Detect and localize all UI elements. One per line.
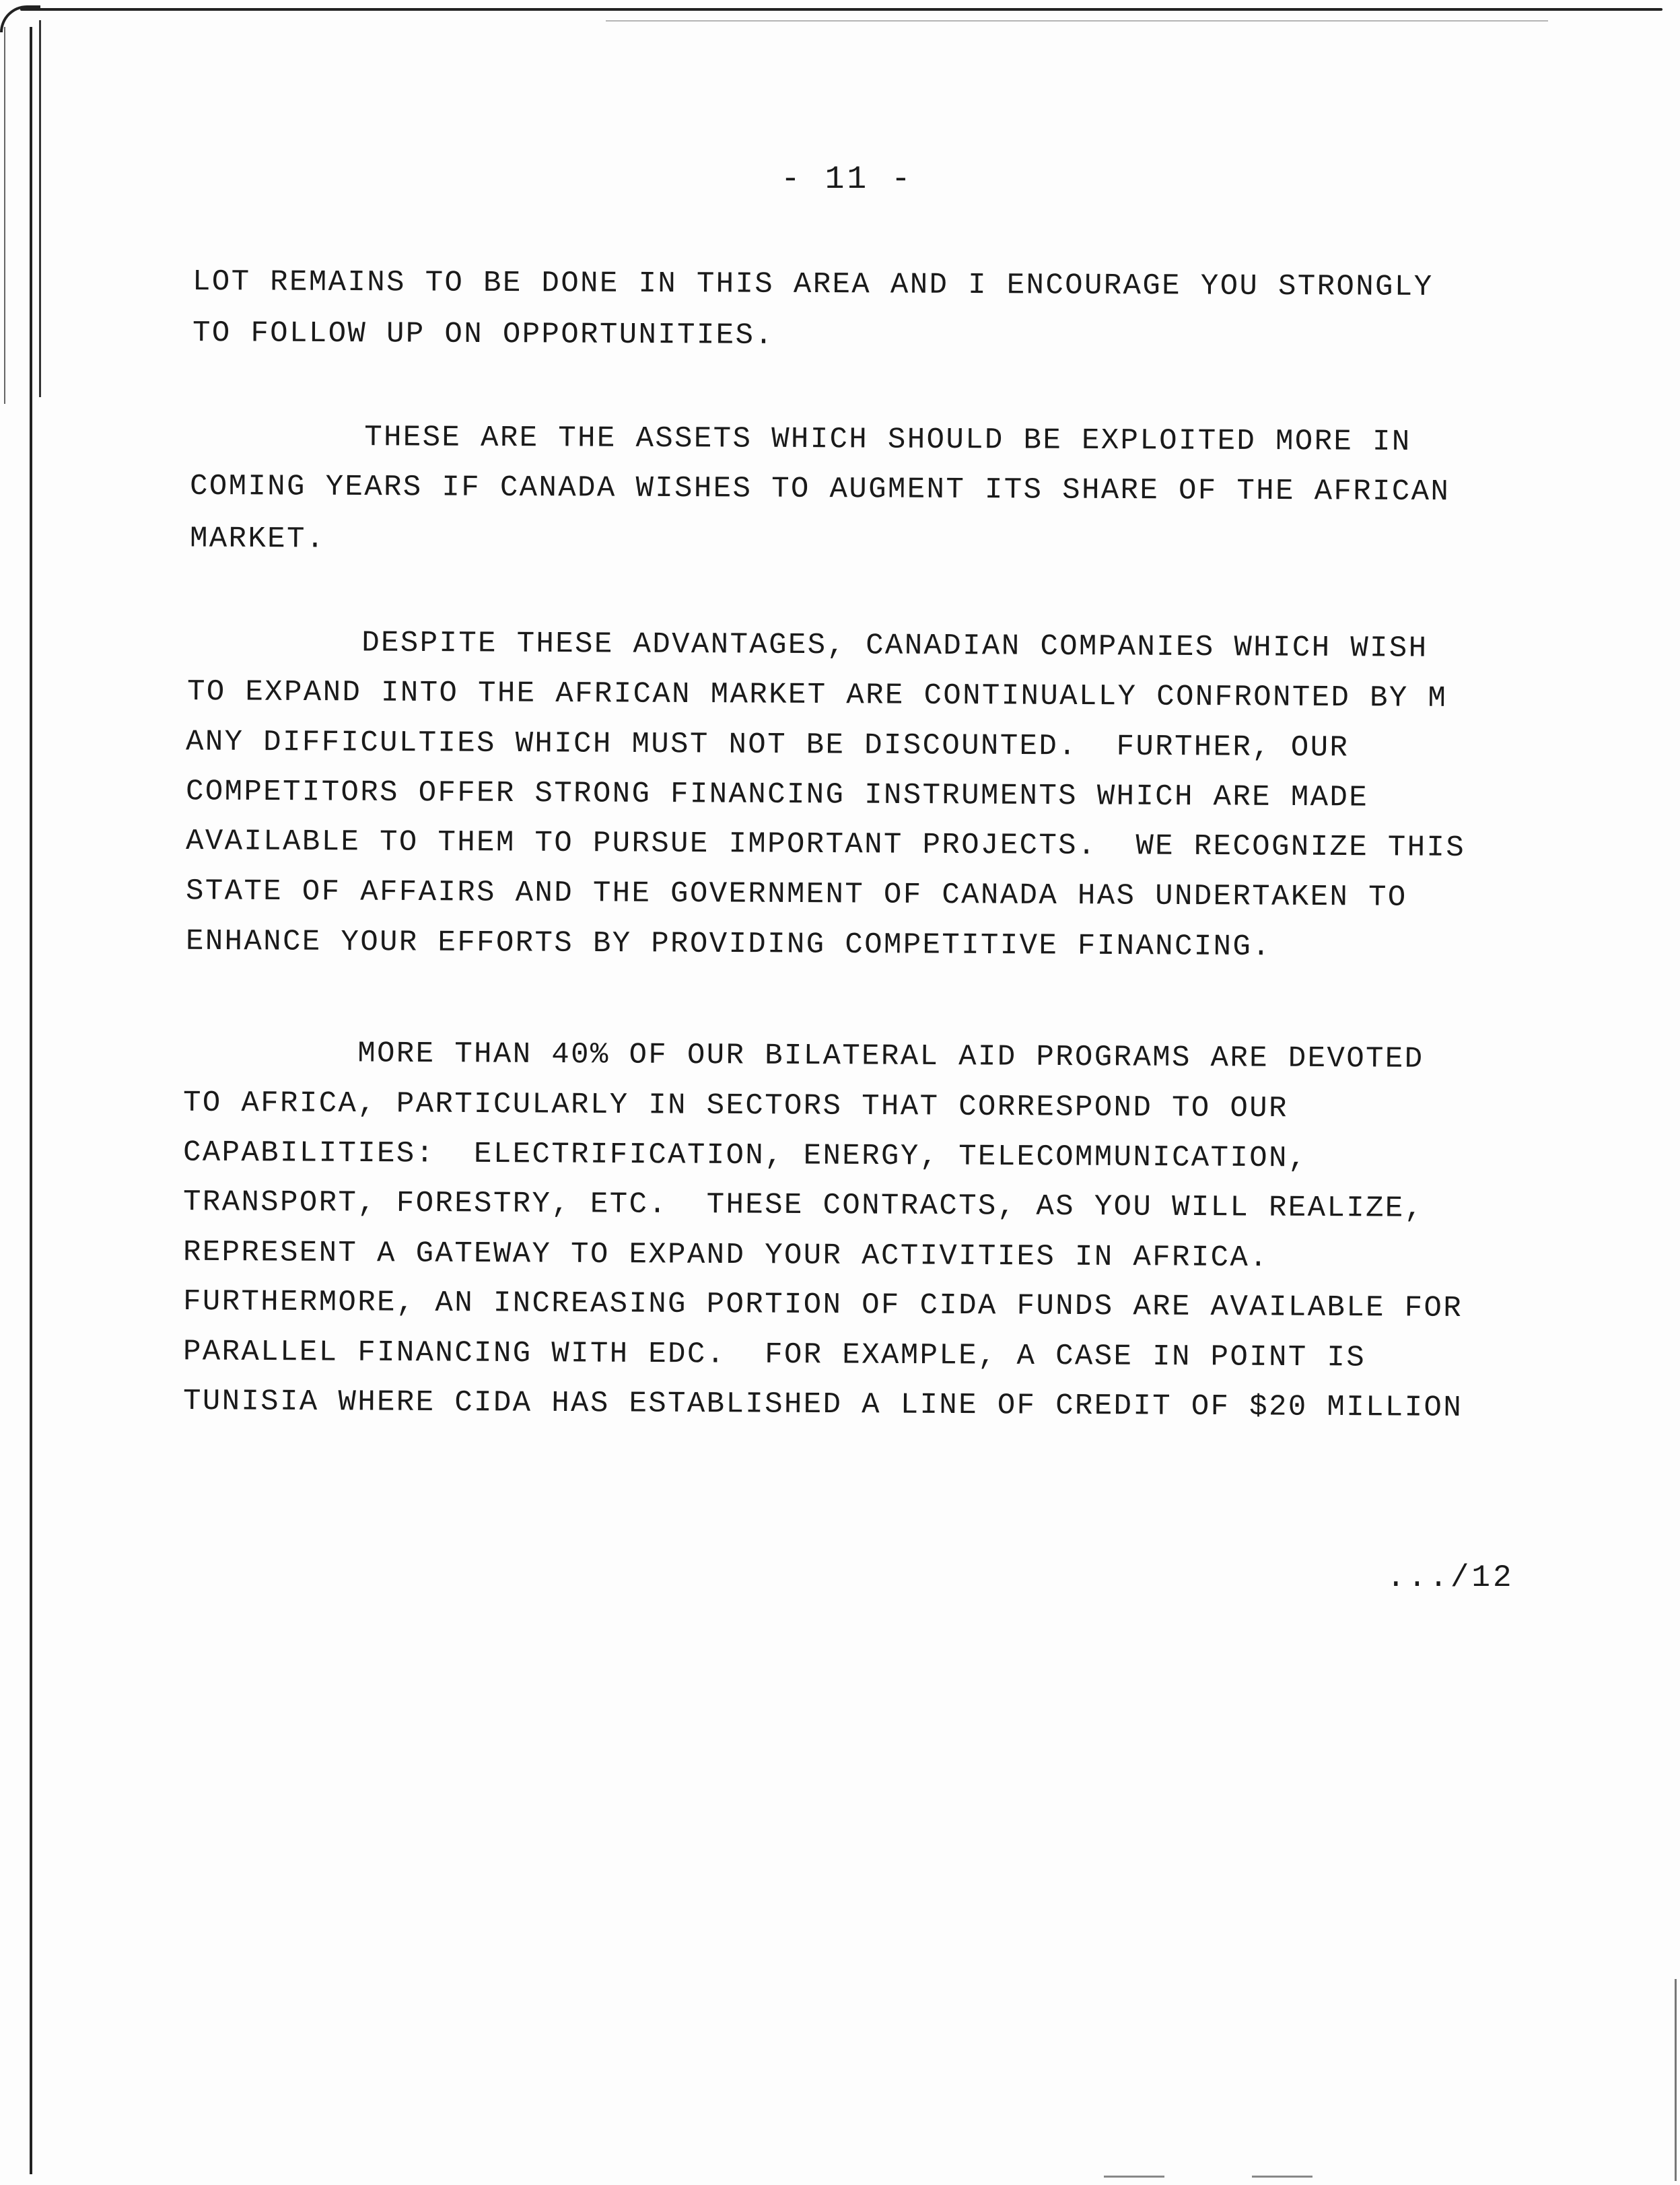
continuation-marker: .../12 <box>1387 1560 1514 1595</box>
text-line: TO FOLLOW UP ON OPPORTUNITIES. <box>192 316 775 353</box>
scan-edge-top <box>20 8 1663 11</box>
text-line: LOT REMAINS TO BE DONE IN THIS AREA AND I ENCOURAGE YOU STRONGLY <box>192 265 1434 305</box>
text-line: MARKET. <box>189 522 326 557</box>
text-line: TRANSPORT, FORESTRY, ETC. THESE CONTRACTS, AS YOU WILL REALIZE, <box>182 1185 1424 1226</box>
text-line: STATE OF AFFAIRS AND THE GOVERNMENT OF CANADA HAS UNDERTAKEN TO <box>185 874 1407 915</box>
text-line: COMPETITORS OFFER STRONG FINANCING INSTRUMENTS WHICH ARE MADE <box>185 775 1369 815</box>
scan-mark-bottom <box>1104 2176 1164 2178</box>
text-line: CAPABILITIES: ELECTRIFICATION, ENERGY, TELECOMMUNICATION, <box>182 1136 1308 1176</box>
text-line: ENHANCE YOUR EFFORTS BY PROVIDING COMPETITIVE FINANCING. <box>185 924 1272 965</box>
text-line: DESPITE THESE ADVANTAGES, CANADIAN COMPANIES WHICH WISH <box>186 625 1428 666</box>
scan-mark-bottom <box>1252 2176 1312 2178</box>
text-line: REPRESENT A GATEWAY TO EXPAND YOUR ACTIVITIES IN AFRICA. <box>182 1235 1269 1276</box>
scan-edge-left-inner <box>39 20 41 397</box>
page-number: - 11 - <box>781 162 913 198</box>
scan-edge-left-outer <box>4 27 5 404</box>
text-line: TO EXPAND INTO THE AFRICAN MARKET ARE CONTINUALLY CONFRONTED BY M <box>186 675 1448 716</box>
text-line: AVAILABLE TO THEM TO PURSUE IMPORTANT PROJECTS. WE RECOGNIZE THIS <box>185 825 1466 865</box>
text-line: THESE ARE THE ASSETS WHICH SHOULD BE EXPLOITED MORE IN <box>189 420 1411 459</box>
text-line: PARALLEL FINANCING WITH EDC. FOR EXAMPLE, A CASE IN POINT IS <box>182 1335 1366 1375</box>
text-line: ANY DIFFICULTIES WHICH MUST NOT BE DISCOUNTED. FURTHER, OUR <box>185 725 1350 765</box>
text-line: MORE THAN 40% OF OUR BILATERAL AID PROGRAMS ARE DEVOTED <box>182 1036 1424 1076</box>
text-line: TO AFRICA, PARTICULARLY IN SECTORS THAT CORRESPOND TO OUR <box>182 1086 1288 1126</box>
scan-edge-top-faint <box>606 20 1548 22</box>
scan-edge-right <box>1675 1979 1677 2181</box>
scan-edge-left <box>30 27 32 2174</box>
text-line: TUNISIA WHERE CIDA HAS ESTABLISHED A LINE OF CREDIT OF $20 MILLION <box>182 1385 1463 1425</box>
text-line: COMING YEARS IF CANADA WISHES TO AUGMENT ITS SHARE OF THE AFRICAN <box>189 469 1450 510</box>
text-line: FURTHERMORE, AN INCREASING PORTION OF CIDA FUNDS ARE AVAILABLE FOR <box>182 1285 1463 1325</box>
